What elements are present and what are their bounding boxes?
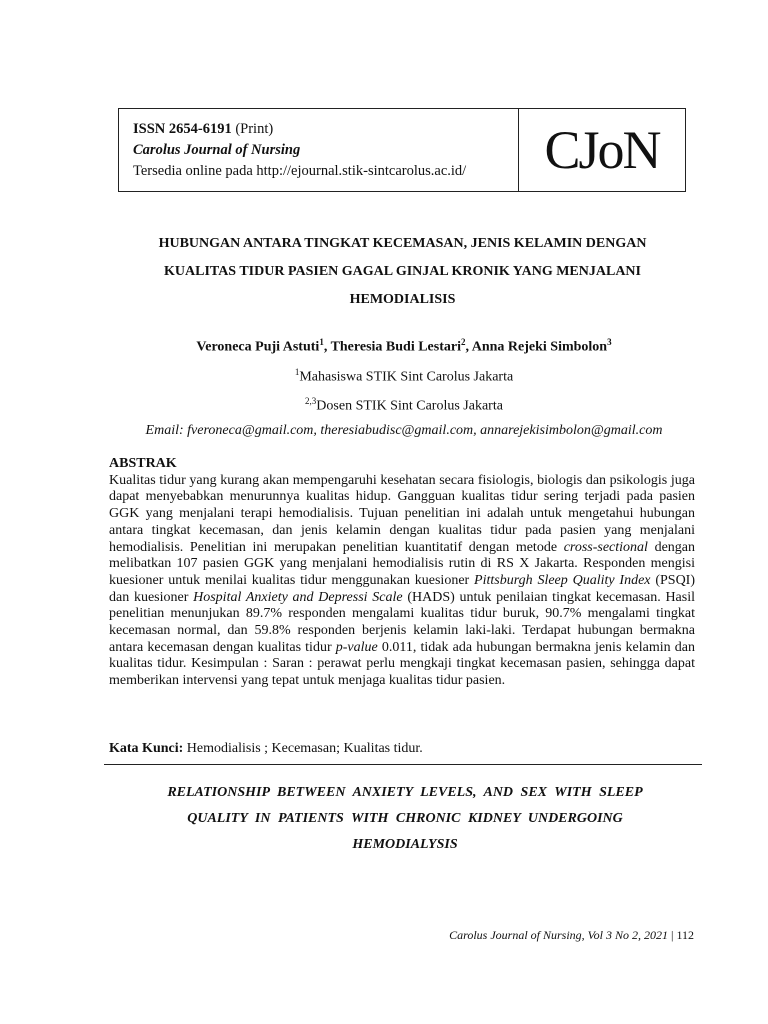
author-3: Anna Rejeki Simbolon	[471, 339, 608, 355]
journal-info	[119, 109, 519, 191]
affiliation-2-text: Dosen STIK Sint Carolus Jakarta	[316, 398, 503, 414]
abstract-section	[109, 456, 695, 690]
title-line: HUBUNGAN ANTARA TINGKAT KECEMASAN, JENIS KELAMIN DENGAN	[158, 236, 647, 251]
journal-logo: CJoN	[544, 120, 660, 180]
journal-name: Carolus Journal of Nursing	[133, 142, 301, 158]
footer-citation: Carolus Journal of Nursing, Vol 3 No 2, 2021	[449, 928, 669, 942]
affiliation-1-sup: 1	[294, 366, 300, 377]
author-names: Veroneca Puji Astuti$^1$, Theresia Budi Lestari$^2$, Anna Rejeki Simbolon$^3$	[196, 337, 612, 355]
english-title-line: HEMODIALYSIS	[352, 837, 458, 852]
english-title-line: RELATIONSHIP BETWEEN ANXIETY LEVELS, AND SEX WITH SLEEP	[167, 785, 643, 800]
abstract-text: (PSQI) dan kuesioner	[109, 572, 696, 605]
author-2-sup: 2	[460, 337, 466, 347]
author-3-sup: 3	[607, 337, 612, 347]
page-footer	[449, 928, 694, 943]
abstract-term: Hospital Anxiety and Depressi Scale	[193, 589, 403, 605]
affiliation-1-text: Mahasiswa STIK Sint Carolus Jakarta	[299, 369, 514, 385]
issn-number: ISSN 2654-6191	[133, 121, 232, 137]
author-1-sup: 1	[319, 337, 324, 347]
author-1: Veroneca Puji Astuti	[196, 339, 320, 355]
affiliation-1	[60, 360, 748, 390]
author-emails: Email: fveroneca@gmail.com, theresiabudisc@gmail.com, annarejekisimbolon@gmail.com	[145, 422, 663, 438]
page-number: 112	[676, 928, 694, 942]
author-2: Theresia Budi Lestari	[330, 339, 461, 355]
abstract-term: p-value	[335, 639, 378, 655]
keywords-value: Hemodialisis ; Kecemasan; Kualitas tidur.	[183, 741, 423, 756]
abstract-term: Pittsburgh Sleep Quality Index	[474, 572, 651, 588]
abstract-text: Kualitas tidur yang kurang akan mempengaruhi kesehatan secara fisiologis, biologis dan psikologis juga dapat menyebabkan menurunnya kualitas hidup. Gangguan kualitas tidur sering terjadi pada pasien GGK yang menjalani terapi hemodialisis. Tujuan penelitian ini adalah untuk mengetahui hubungan antara tingkat kecemasan, dan jenis kelamin dengan kualitas tidur pada pasien yang menjalani hemodialisis. Penelitian ini merupakan penelitian kuantitatif dengan metode	[109, 472, 695, 555]
abstract-text: dengan melibatkan 107 pasien GGK yang menjalani hemodialisis rutin di RS X Jakarta. Responden mengisi kuesioner untuk menilai kualitas tidur menggunakan kuesioner	[109, 539, 695, 588]
abstract-text: 0.011, tidak ada hubungan bermakna jenis kelamin dan kualitas tidur. Kesimpulan : Saran : perawat perlu mengkaji tingkat kecemasan pasien, sehingga dapat memberikan intervensi yang tepat untuk menjaga kualitas tidur pasien.	[109, 639, 696, 689]
online-availability: Tersedia online pada http://ejournal.stik-sintcarolus.ac.id/	[133, 163, 467, 179]
english-title-line: QUALITY IN PATIENTS WITH CHRONIC KIDNEY UNDERGOING	[187, 811, 623, 826]
author-block	[60, 330, 748, 443]
english-title	[120, 780, 690, 858]
keywords-label: Kata Kunci:	[109, 741, 184, 756]
keywords	[109, 741, 423, 757]
abstract-text: (HADS) untuk penilaian tingkat kecemasan. Hasil penelitian menunjukan 89.7% responden mengalami kualitas tidur buruk, 90.7% mengalami tingkat kecemasan normal, dan 59.8% responden berjenis kelamin laki-laki. Terdapat hubungan bermakna antara kecemasan dengan kualitas tidur	[109, 589, 695, 655]
issn-line	[133, 119, 518, 140]
journal-header-box	[118, 108, 686, 192]
abstract-body	[109, 473, 695, 690]
section-divider	[104, 764, 702, 765]
abstract-heading: ABSTRAK	[109, 456, 177, 471]
issn-type: (Print)	[235, 121, 274, 137]
footer-separator: |	[668, 928, 677, 942]
affiliation-2	[60, 389, 748, 419]
affiliation-2-sup: 2,3	[305, 396, 317, 407]
paper-title	[100, 230, 705, 314]
title-line: HEMODIALISIS	[349, 292, 456, 307]
abstract-term: cross-sectional	[563, 539, 648, 555]
title-line: KUALITAS TIDUR PASIEN GAGAL GINJAL KRONIK YANG MENJALANI	[164, 264, 641, 279]
